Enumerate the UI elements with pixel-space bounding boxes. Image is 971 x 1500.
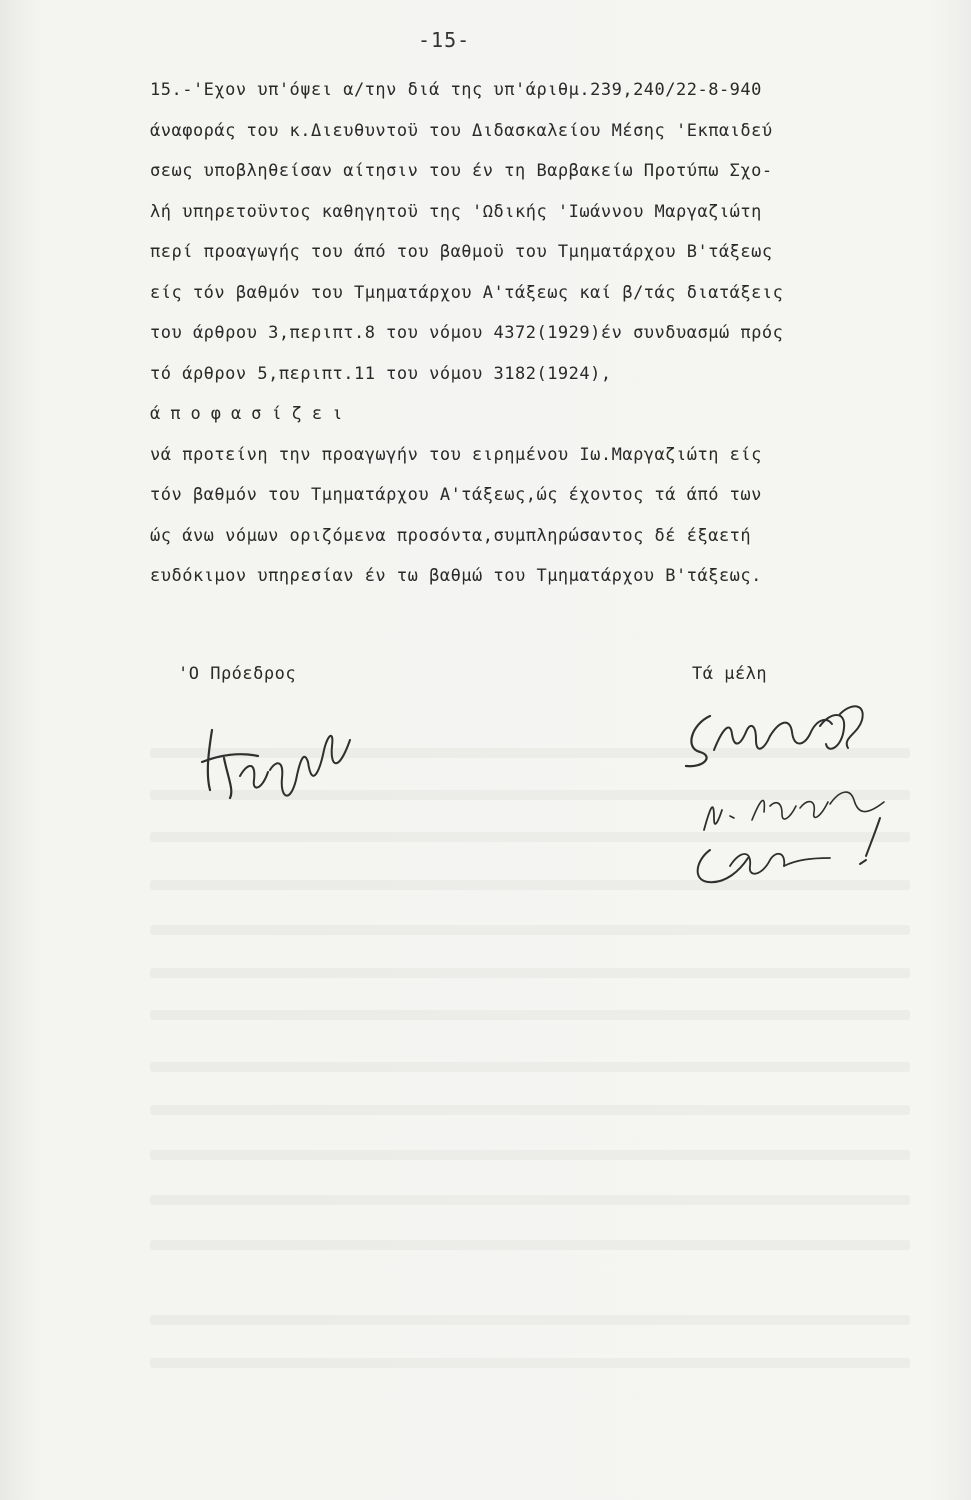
text-line: ευδόκιμον υπηρεσίαν έν τω βαθμώ του Τμηματάρχου Β'τάξεως. <box>150 566 762 586</box>
text-line: άναφοράς του κ.Διευθυντοϋ του Διδασκαλείου Μέσης 'Εκπαιδεύ <box>150 120 773 141</box>
page-number: -15- <box>418 28 471 52</box>
bleed-through-mark <box>150 1150 910 1160</box>
text-line: περί προαγωγής του άπό του βαθμοϋ του Τμηματάρχου Β'τάξεως <box>150 242 773 262</box>
text-line: του άρθρου 3,περιπτ.8 του νόμου 4372(1929)έν συνδυασμώ πρός <box>150 323 784 343</box>
members-signatures <box>670 690 910 900</box>
bleed-through-mark <box>150 925 910 935</box>
bleed-through-mark <box>150 1010 910 1020</box>
text-line: τό άρθρον 5,περιπτ.11 του νόμου 3182(1924), <box>150 363 612 384</box>
text-line: τόν βαθμόν του Τμηματάρχου Α'τάξεως,ώς έχοντος τά άπό των <box>150 485 762 505</box>
president-label: 'Ο Πρόεδρος <box>178 664 297 684</box>
text-line: 15.-'Εχον υπ'όψει α/την διά της υπ'άριθμ.239,240/22-8-940 <box>150 80 762 100</box>
decision-text <box>150 70 940 597</box>
bleed-through-mark <box>150 1062 910 1072</box>
text-line: ώς άνω νόμων οριζόμενα προσόντα,συμπληρώσαντος δέ έξαετή <box>150 525 752 546</box>
bleed-through-mark <box>150 1195 910 1205</box>
members-label: Τά μέλη <box>692 664 768 684</box>
president-signature <box>200 700 360 810</box>
bleed-through-mark <box>150 1315 910 1325</box>
bleed-through-mark <box>150 968 910 978</box>
bleed-through-mark <box>150 1358 910 1368</box>
decision-keyword: άποφασίζει <box>150 404 353 424</box>
bleed-through-mark <box>150 1105 910 1115</box>
text-line: είς τόν βαθμόν του Τμηματάρχου Α'τάξεως καί β/τάς διατάξεις <box>150 282 784 303</box>
text-line: νά προτείνη την προαγωγήν του ειρημένου Ιω.Μαργαζιώτη είς <box>150 444 762 465</box>
bleed-through-mark <box>150 1240 910 1250</box>
text-line: σεως υποβληθείσαν αίτησιν του έν τη Βαρβακείω Προτύπω Σχο- <box>150 161 773 181</box>
text-line: λή υπηρετοϋντος καθηγητοϋ της 'Ωδικής 'Ιωάννου Μαργαζιώτη <box>150 201 762 222</box>
